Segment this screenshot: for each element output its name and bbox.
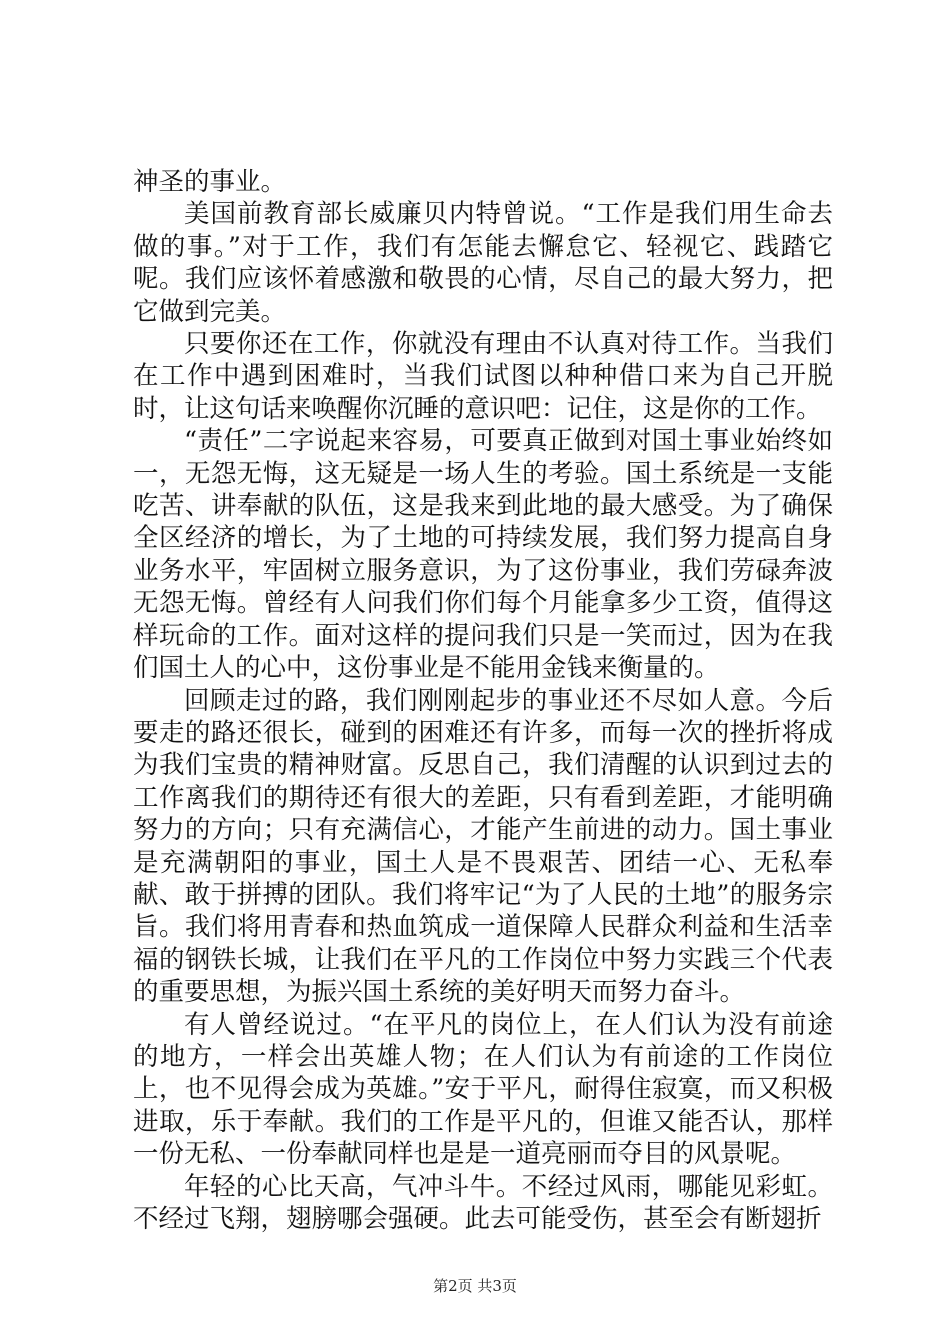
paragraph-6: 有人曾经说过。“在平凡的岗位上，在人们认为没有前途的地方，一样会出英雄人物；在人们认为有前途的工作岗位上，也不见得会成为英雄。”安于平凡，耐得住寂寞，而又积极进取，乐于奉献。我们的工作是平凡的，但谁又能否认，那样一份无私、一份奉献同样也是是一道亮丽而夺目的风景呢。 bbox=[133, 1009, 833, 1170]
paragraph-7: 年轻的心比天高，气冲斗牛。不经过风雨，哪能见彩虹。不经过飞翔，翅膀哪会强硬。此去可能受伤，甚至会有断翅折 bbox=[133, 1171, 833, 1234]
paragraph-4: “责任”二字说起来容易，可要真正做到对国土事业始终如一，无怨无悔，这无疑是一场人生的考验。国土系统是一支能吃苦、讲奉献的队伍，这是我来到此地的最大感受。为了确保全区经济的增长，为了土地的可持续发展，我们努力提高自身业务水平，牢固树立服务意识，为了这份事业，我们劳碌奔波无怨无悔。曾经有人问我们你们每个月能拿多少工资，值得这样玩命的工作。面对这样的提问我们只是一笑而过，因为在我们国土人的心中，这份事业是不能用金钱来衡量的。 bbox=[133, 426, 833, 684]
paragraph-5: 回顾走过的路，我们刚刚起步的事业还不尽如人意。今后要走的路还很长，碰到的困难还有许多，而每一次的挫折将成为我们宝贵的精神财富。反思自己，我们清醒的认识到过去的工作离我们的期待还有很大的差距，只有看到差距，才能明确努力的方向；只有充满信心，才能产生前进的动力。国土事业是充满朝阳的事业，国土人是不畏艰苦、团结一心、无私奉献、敢于拼搏的团队。我们将牢记“为了人民的土地”的服务宗旨。我们将用青春和热血筑成一道保障人民群众利益和生活幸福的钢铁长城，让我们在平凡的工作岗位中努力实践三个代表的重要思想，为振兴国土系统的美好明天而努力奋斗。 bbox=[133, 685, 833, 1008]
paragraph-2: 美国前教育部长威廉贝内特曾说。“工作是我们用生命去做的事。”对于工作，我们有怎能去懈怠它、轻视它、践踏它呢。我们应该怀着感激和敬畏的心情，尽自己的最大努力，把它做到完美。 bbox=[133, 199, 833, 327]
paragraph-1: 神圣的事业。 bbox=[133, 167, 287, 197]
document-body bbox=[133, 166, 833, 1235]
paragraph-3: 只要你还在工作，你就没有理由不认真对待工作。当我们在工作中遇到困难时，当我们试图以种种借口来为自己开脱时，让这句话来唤醒你沉睡的意识吧：记住，这是你的工作。 bbox=[133, 329, 833, 424]
page-number-footer: 第2页 共3页 bbox=[433, 1277, 517, 1295]
